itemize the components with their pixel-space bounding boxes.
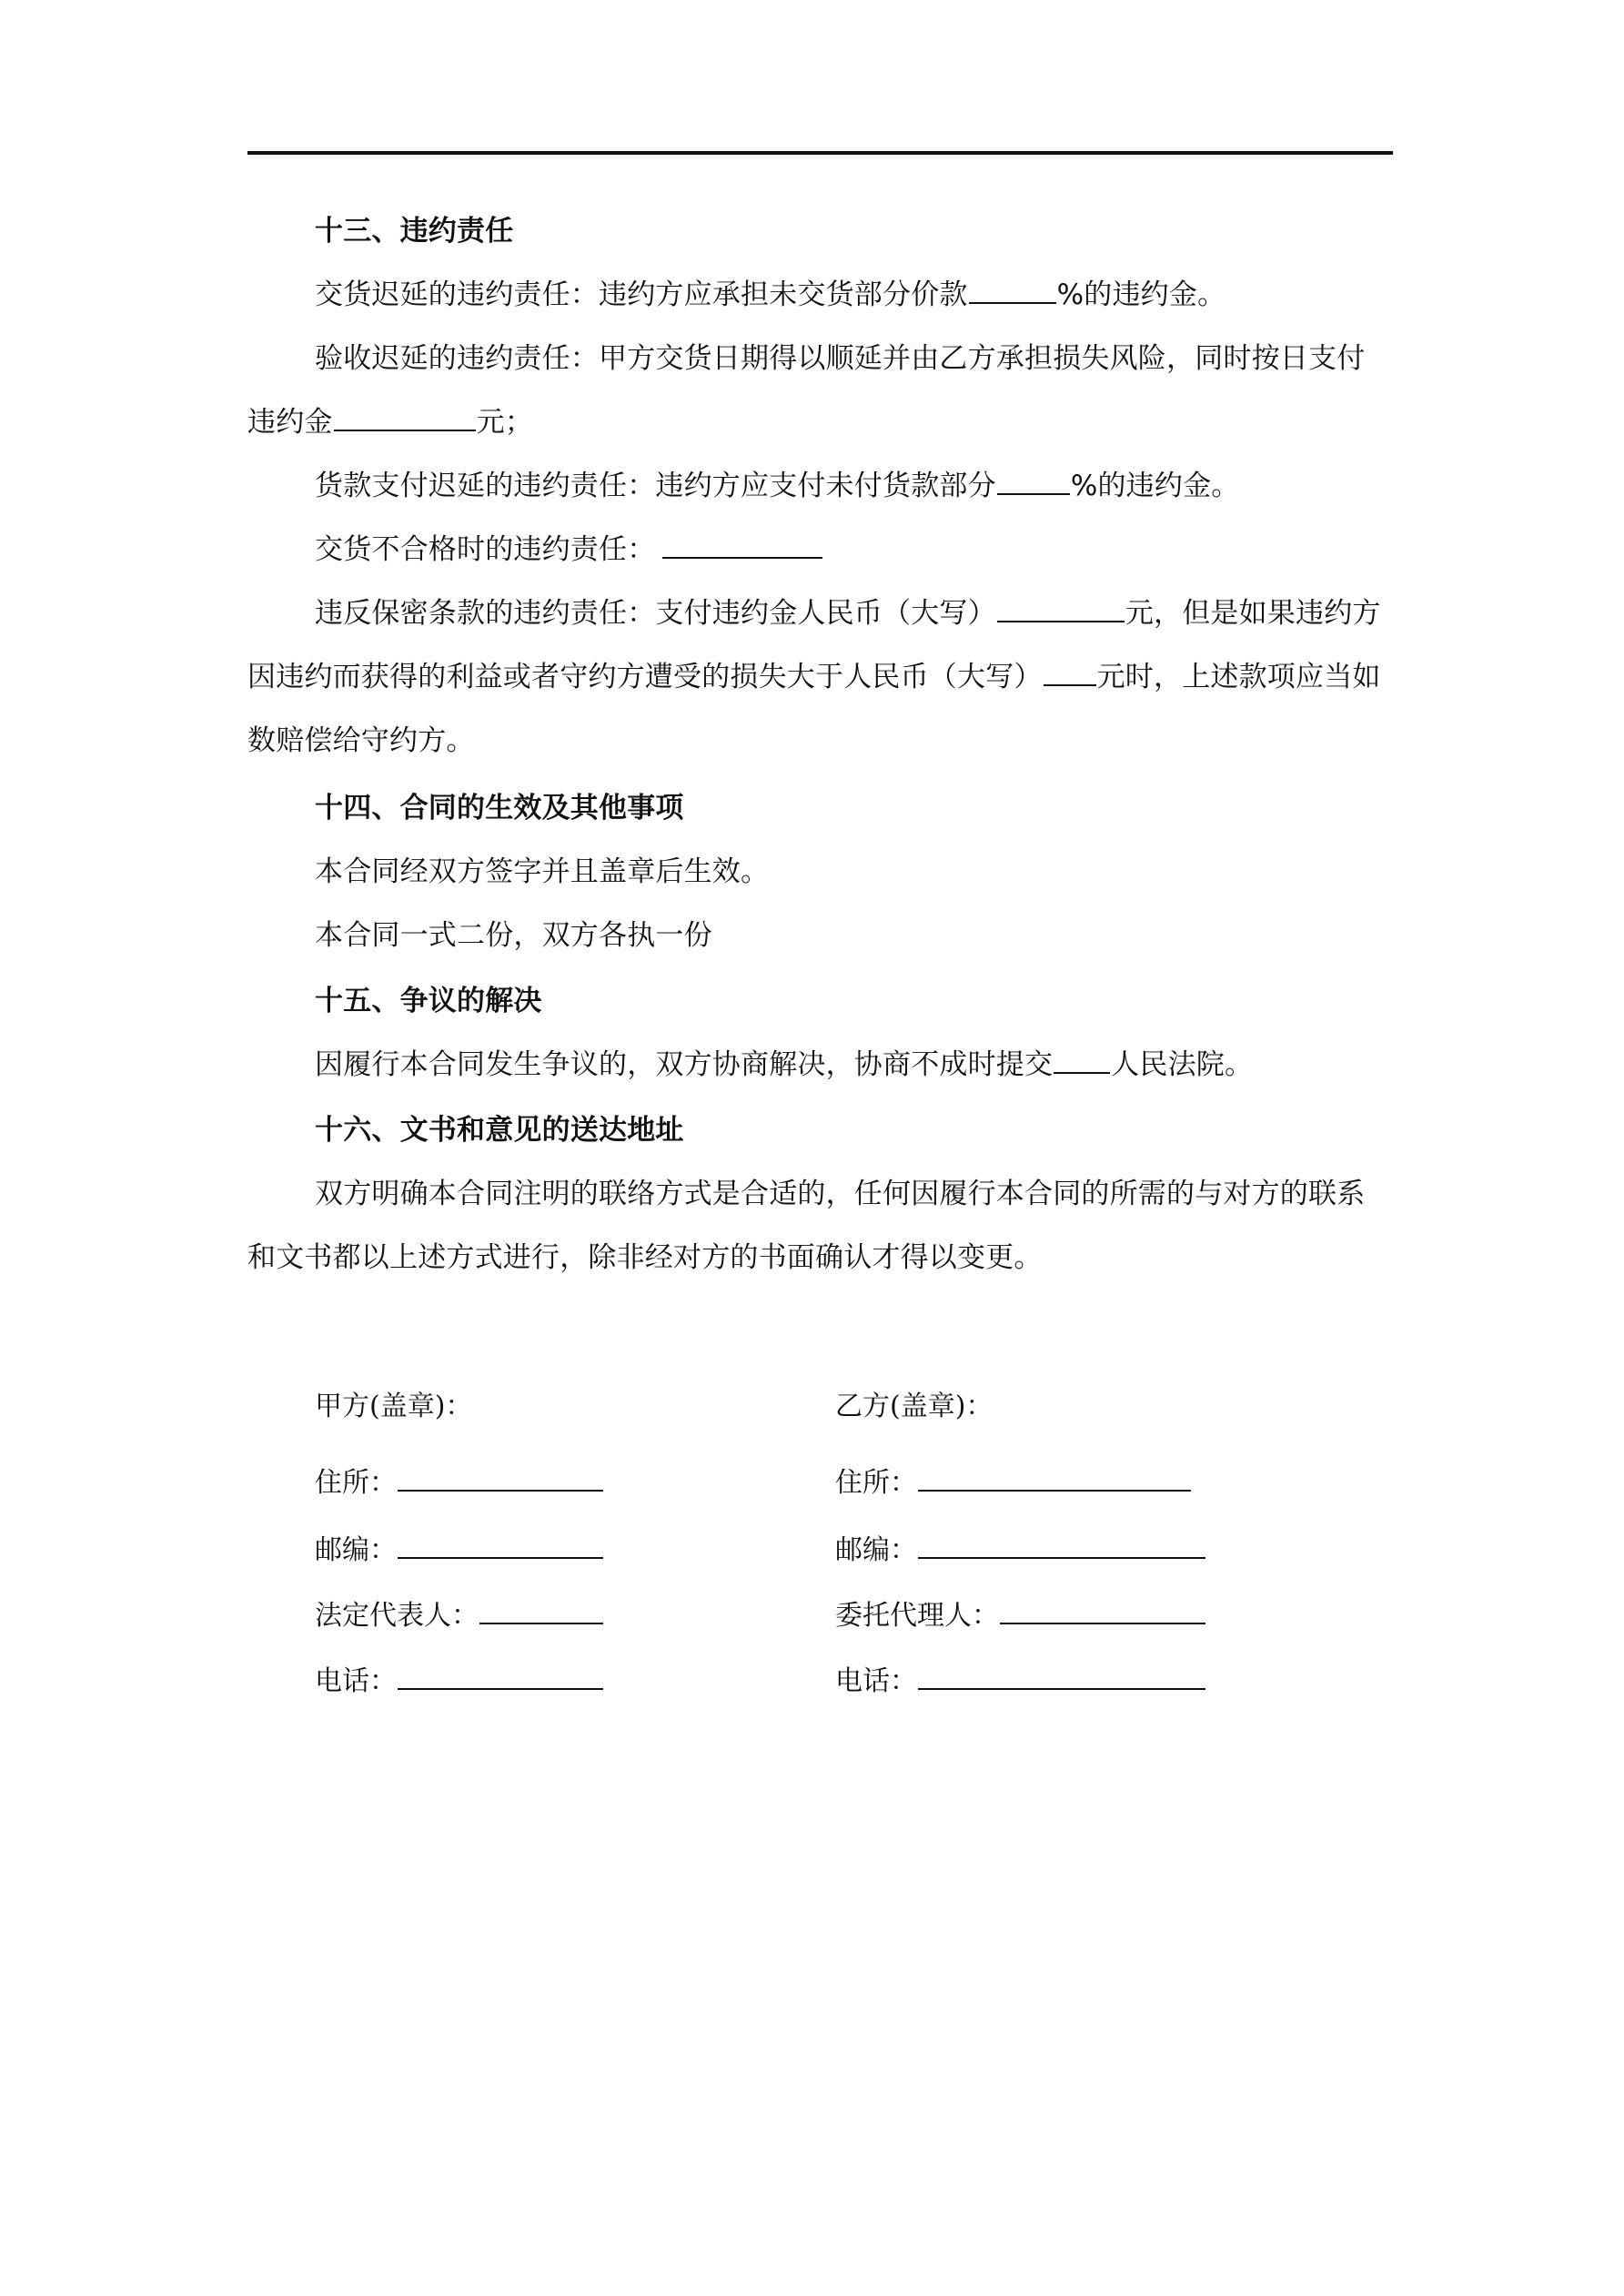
party-a-address-blank[interactable] <box>398 1468 603 1492</box>
party-b-phone-row <box>835 1664 1206 1700</box>
party-b-agent-label: 委托代理人： <box>835 1600 999 1632</box>
confidentiality-amount-blank[interactable] <box>997 595 1125 622</box>
confidentiality-line-1 <box>315 595 1381 632</box>
party-a-phone-blank[interactable] <box>398 1666 603 1690</box>
party-b-postcode-label: 邮编： <box>835 1534 917 1566</box>
party-a-representative-row <box>315 1598 604 1634</box>
court-name-blank[interactable] <box>1054 1047 1110 1074</box>
nonconforming-clause <box>315 531 823 568</box>
acceptance-delay-amount-blank[interactable] <box>334 404 476 431</box>
party-a-representative-blank[interactable] <box>479 1601 603 1624</box>
confidentiality-loss-blank[interactable] <box>1044 659 1096 686</box>
service-address-line-2: 和文书都以上述方式进行，除非经对方的书面确认才得以变更。 <box>247 1241 1043 1274</box>
acceptance-delay-suffix: 元； <box>476 406 534 439</box>
nonconforming-text: 交货不合格时的违约责任： <box>315 533 656 566</box>
party-b-address-row <box>835 1465 1192 1502</box>
party-a-postcode-row <box>315 1532 604 1569</box>
party-a-title: 甲方(盖章)： <box>315 1391 473 1422</box>
payment-delay-percent-blank[interactable] <box>997 468 1070 495</box>
acceptance-delay-line-1: 验收迟延的违约责任：甲方交货日期得以顺延并由乙方承担损失风险，同时按日支付 <box>315 342 1366 375</box>
section-14-heading: 十四、合同的生效及其他事项 <box>315 792 684 824</box>
payment-delay-clause <box>315 468 1239 504</box>
party-b-phone-blank[interactable] <box>918 1666 1205 1690</box>
delivery-delay-suffix: %的违约金。 <box>1056 278 1226 311</box>
party-a-address-label: 住所： <box>315 1467 397 1499</box>
header-rule <box>247 151 1393 155</box>
payment-delay-suffix: %的违约金。 <box>1070 470 1240 502</box>
party-a-phone-row <box>315 1664 604 1700</box>
party-a-address-row <box>315 1465 604 1502</box>
party-b-phone-label: 电话： <box>835 1665 917 1697</box>
party-b-address-blank[interactable] <box>918 1468 1191 1492</box>
nonconforming-blank[interactable] <box>662 531 822 559</box>
acceptance-delay-line-2 <box>247 404 533 440</box>
party-b-agent-blank[interactable] <box>1000 1601 1205 1624</box>
party-b-address-label: 住所： <box>835 1467 917 1499</box>
acceptance-delay-prefix: 违约金 <box>247 406 333 439</box>
party-a-representative-label: 法定代表人： <box>315 1600 479 1632</box>
dispute-text: 因履行本合同发生争议的，双方协商解决，协商不成时提交 <box>315 1048 1054 1081</box>
confidentiality-text-4: 元时，上述款项应当如 <box>1096 661 1381 693</box>
section-13-heading: 十三、违约责任 <box>315 215 514 248</box>
party-a-postcode-label: 邮编： <box>315 1534 397 1566</box>
copies-clause: 本合同一式二份，双方各执一份 <box>315 919 712 952</box>
payment-delay-text: 货款支付迟延的违约责任：违约方应支付未付货款部分 <box>315 470 996 502</box>
party-a-postcode-blank[interactable] <box>398 1535 603 1559</box>
confidentiality-text-1: 违反保密条款的违约责任：支付违约金人民币（大写） <box>315 597 996 630</box>
service-address-line-1: 双方明确本合同注明的联络方式是合适的，任何因履行本合同的所需的与对方的联系 <box>315 1178 1366 1210</box>
confidentiality-text-3: 因违约而获得的利益或者守约方遭受的损失大于人民币（大写） <box>247 661 1043 693</box>
party-b-postcode-blank[interactable] <box>918 1535 1205 1559</box>
section-16-heading: 十六、文书和意见的送达地址 <box>315 1114 684 1147</box>
party-b-title: 乙方(盖章)： <box>835 1391 994 1422</box>
effectiveness-clause: 本合同经双方签字并且盖章后生效。 <box>315 855 770 888</box>
confidentiality-text-2: 元，但是如果违约方 <box>1125 597 1381 630</box>
delivery-delay-percent-blank[interactable] <box>969 277 1056 304</box>
dispute-clause <box>315 1047 1253 1083</box>
confidentiality-line-2 <box>247 659 1381 695</box>
section-15-heading: 十五、争议的解决 <box>315 985 542 1017</box>
party-b-postcode-row <box>835 1532 1206 1569</box>
confidentiality-line-3: 数赔偿给守约方。 <box>247 724 475 757</box>
dispute-suffix: 人民法院。 <box>1111 1048 1254 1081</box>
party-b-agent-row <box>835 1598 1206 1634</box>
party-a-phone-label: 电话： <box>315 1665 397 1697</box>
delivery-delay-text: 交货迟延的违约责任：违约方应承担未交货部分价款 <box>315 278 968 311</box>
delivery-delay-clause <box>315 277 1226 313</box>
